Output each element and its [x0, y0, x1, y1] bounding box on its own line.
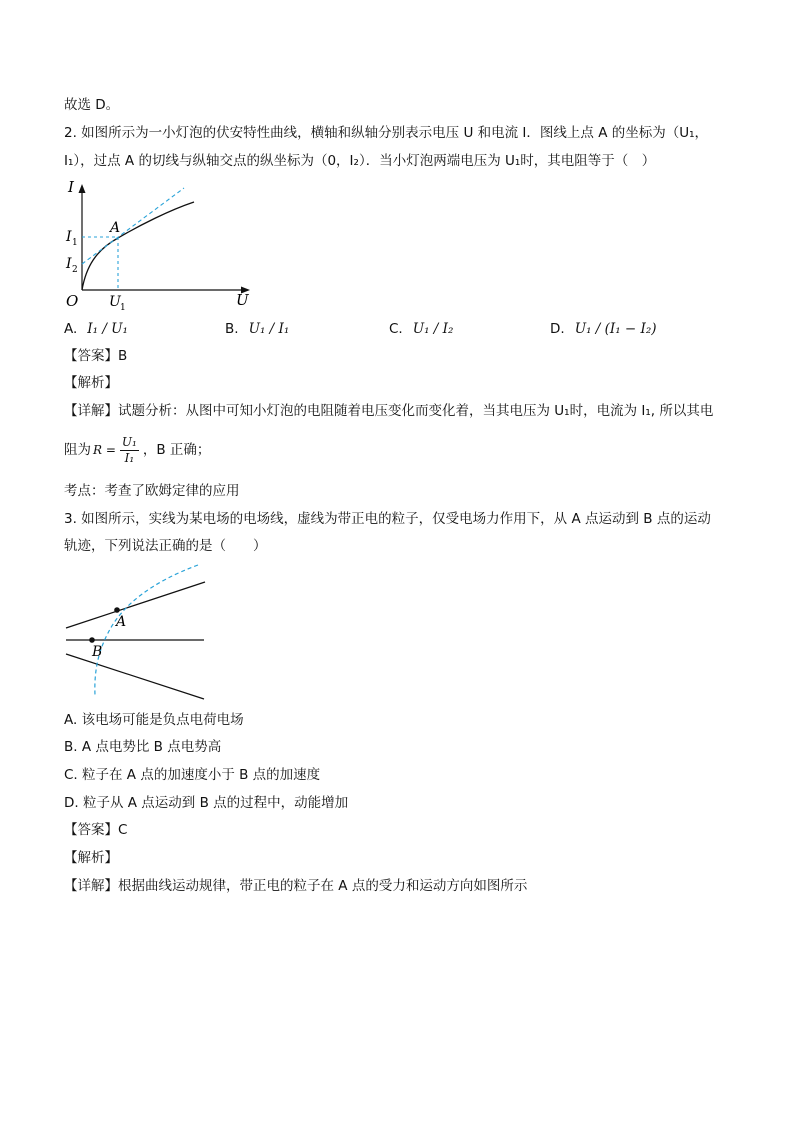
q3-field-line-top	[66, 582, 205, 628]
q2-origin-label: O	[66, 292, 79, 310]
q2-y-axis-arrow	[79, 184, 86, 193]
q3-particle-trajectory	[95, 565, 198, 695]
q2-option-a-letter: A.	[64, 321, 78, 337]
q2-iv-curve	[82, 202, 194, 290]
q3-point-a	[114, 607, 120, 613]
q3-stem-line1: 3. 如图所示，实线为某电场的电场线，虚线为带正电的粒子，仅受电场力作用下，从 A 点运动到 B 点的运动	[64, 511, 711, 527]
q2-option-a	[64, 320, 128, 338]
q2-formula-denominator: I₁	[124, 450, 135, 465]
q2-option-c-letter: C.	[389, 321, 403, 337]
q2-point-a-label: A	[110, 220, 121, 236]
q2-tick-u1-sub: 1	[120, 303, 126, 312]
q2-detail-text: 试题分析：从图中可知小灯泡的电阻随着电压变化而变化着，当其电压为 U₁时，电流为 I₁, 所以其电	[118, 403, 714, 419]
q2-tick-i1-sub: 1	[72, 238, 78, 248]
q2-detail	[64, 402, 713, 420]
q2-option-d	[550, 320, 657, 338]
q2-stem-line1: 2. 如图所示为一小灯泡的伏安特性曲线，横轴和纵轴分别表示电压 U 和电流 I．图线上点 A 的坐标为（U₁，	[64, 125, 709, 141]
q2-formula-lhs: R =	[93, 443, 116, 457]
q2-detail-line2-pre: 阻为	[64, 442, 91, 458]
q2-formula-fraction	[120, 435, 139, 466]
q3-option-d: D. 粒子从 A 点运动到 B 点的过程中，动能增加	[64, 795, 349, 811]
q2-option-b	[225, 320, 289, 338]
q3-option-a: A. 该电场可能是负点电荷电场	[64, 712, 244, 728]
q2-axis-y-label: I	[68, 178, 74, 196]
q3-option-c: C. 粒子在 A 点的加速度小于 B 点的加速度	[64, 767, 321, 783]
q2-stem-line2: I₁），过点 A 的切线与纵轴交点的纵坐标为（0，I₂）．当小灯泡两端电压为 U₁时，其电阻等于（ ）	[64, 153, 656, 169]
q2-tick-i2-label: I	[66, 256, 72, 272]
q2-option-b-letter: B.	[225, 321, 239, 337]
q3-answer	[64, 821, 127, 839]
q2-kaodian: 考点：考查了欧姆定律的应用	[64, 483, 240, 499]
q2-detail-formula-line	[64, 430, 210, 470]
q2-answer-value: B	[118, 348, 128, 364]
q3-label-a: A	[116, 614, 127, 630]
q2-formula-numerator: U₁	[121, 434, 137, 449]
q3-label-b: B	[92, 644, 103, 660]
q2-option-b-value: U₁ / I₁	[248, 321, 290, 337]
q2-tick-i2-sub: 2	[72, 265, 78, 275]
q2-iv-curve-figure	[60, 172, 260, 312]
q2-tangent-line	[82, 188, 184, 264]
q2-option-c	[389, 320, 453, 338]
q2-answer	[64, 347, 127, 365]
q3-option-b: B. A 点电势比 B 点电势高	[64, 739, 222, 755]
q2-answer-label: 【答案】	[64, 348, 118, 364]
q2-option-a-value: I₁ / U₁	[87, 321, 128, 337]
q2-tick-i1-label: I	[66, 229, 72, 245]
q2-option-c-value: U₁ / I₂	[412, 321, 454, 337]
q2-detail-label: 【详解】	[64, 403, 118, 419]
q2-axis-x-label: U	[236, 291, 249, 309]
q3-field-line-bottom	[66, 654, 204, 699]
q3-field-figure	[60, 560, 220, 705]
q3-point-b	[89, 637, 95, 643]
q2-option-d-value: U₁ / (I₁ − I₂)	[574, 321, 657, 337]
prev-conclusion: 故选 D。	[64, 97, 120, 113]
q3-detail-label: 【详解】	[64, 878, 118, 894]
q3-answer-value: C	[118, 822, 128, 838]
q3-stem-line2: 轨迹，下列说法正确的是（ ）	[64, 538, 267, 554]
q2-tick-u1-label: U	[109, 294, 121, 310]
q2-analysis-label: 【解析】	[64, 375, 118, 391]
q2-option-d-letter: D.	[550, 321, 565, 337]
q3-detail	[64, 877, 527, 895]
q2-detail-line2-post: ，B 正确；	[142, 442, 211, 458]
q3-answer-label: 【答案】	[64, 822, 118, 838]
q3-analysis-label: 【解析】	[64, 850, 118, 866]
q3-detail-text: 根据曲线运动规律，带正电的粒子在 A 点的受力和运动方向如图所示	[118, 878, 528, 894]
